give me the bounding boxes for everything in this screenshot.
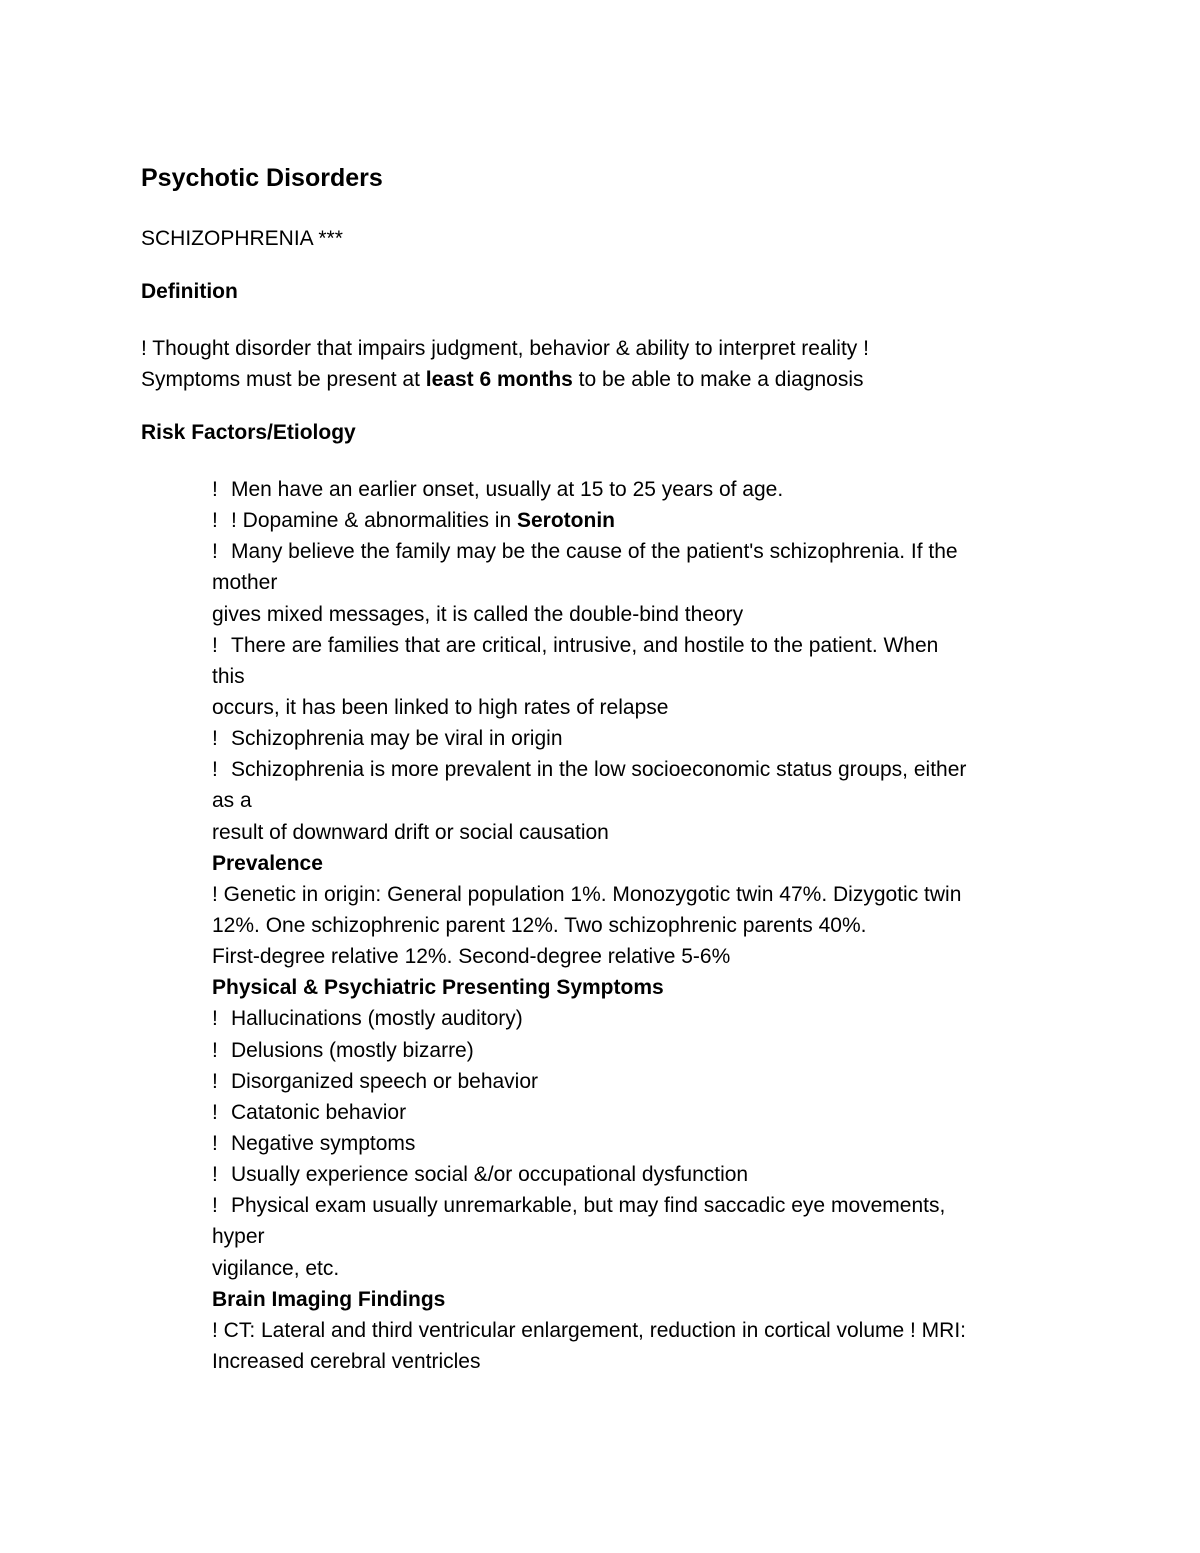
section-title: SCHIZOPHRENIA ***: [141, 227, 343, 250]
bullet-mark: !: [212, 727, 218, 751]
bullet-mark: !: [212, 540, 218, 564]
serotonin-emphasis: Serotonin: [516, 509, 615, 533]
list-item-continuation: as a: [212, 789, 252, 813]
list-item-text: Catatonic behavior: [231, 1100, 407, 1124]
list-item-text: Many believe the family may be the cause of the patient's schizophrenia. If the: [231, 540, 958, 564]
list-item-continuation: result of downward drift or social causation: [212, 820, 609, 844]
list-item-text: Usually experience social &/or occupational dysfunction: [231, 1163, 749, 1187]
bullet-mark: !: [212, 1163, 218, 1187]
symptoms-heading: Physical & Psychiatric Presenting Symptoms: [212, 976, 664, 1000]
list-item-text: Schizophrenia may be viral in origin: [231, 727, 563, 751]
risk-factors-heading: Risk Factors/Etiology: [141, 421, 356, 444]
definition-line-2-text: Symptoms must be present at: [141, 368, 426, 391]
list-item-text: There are families that are critical, intrusive, and hostile to the patient. When: [231, 633, 939, 657]
list-item-continuation: mother: [212, 571, 278, 595]
bullet-mark: !: [212, 1007, 218, 1031]
list-item: [212, 536, 1072, 567]
list-item: [212, 474, 1072, 505]
list-item-text: Physical exam usually unremarkable, but may find saccadic eye movements,: [231, 1194, 946, 1218]
prevalence-line: 12%. One schizophrenic parent 12%. Two schizophrenic parents 40%.: [212, 913, 867, 937]
list-item: [212, 1190, 1072, 1221]
prevalence-heading: Prevalence: [212, 851, 323, 875]
list-item-continuation: occurs, it has been linked to high rates of relapse: [212, 695, 669, 719]
imaging-line: Increased cerebral ventricles: [212, 1349, 481, 1373]
list-item: [212, 1035, 1072, 1066]
list-item-text: Hallucinations (mostly auditory): [231, 1007, 523, 1031]
page-title: Psychotic Disorders: [141, 164, 383, 192]
bullet-mark: !: [212, 1194, 218, 1218]
list-item: [212, 723, 1072, 754]
list-item-continuation: gives mixed messages, it is called the double-bind theory: [212, 602, 744, 626]
list-item: [212, 630, 1072, 661]
list-item: [212, 1003, 1072, 1034]
imaging-heading: Brain Imaging Findings: [212, 1287, 446, 1311]
bullet-mark: !: [212, 1069, 218, 1093]
bullet-mark: !: [212, 633, 218, 657]
list-item-continuation: hyper: [212, 1225, 265, 1249]
prevalence-line: ! Genetic in origin: General population 1%. Monozygotic twin 47%. Dizygotic twin: [212, 882, 962, 906]
bullet-mark: !: [212, 758, 218, 782]
list-item: [212, 1159, 1072, 1190]
content-list: [212, 474, 1072, 1377]
bullet-mark: !: [212, 1100, 218, 1124]
list-item-text: Schizophrenia is more prevalent in the low socioeconomic status groups, either: [231, 758, 967, 782]
list-item-text: Delusions (mostly bizarre): [231, 1038, 474, 1062]
bullet-mark: !: [212, 509, 218, 533]
definition-heading: Definition: [141, 280, 238, 303]
definition-text: [141, 333, 869, 395]
definition-line-2-text-end: to be able to make a diagnosis: [572, 368, 864, 391]
imaging-line: ! CT: Lateral and third ventricular enlargement, reduction in cortical volume ! MRI:: [212, 1318, 967, 1342]
definition-emphasis: least 6 months: [425, 368, 573, 391]
list-item-text: ! Dopamine & abnormalities in: [231, 509, 517, 533]
list-item: [212, 505, 1072, 536]
bullet-mark: !: [212, 1131, 218, 1155]
prevalence-line: First-degree relative 12%. Second-degree relative 5-6%: [212, 945, 731, 969]
list-item: [212, 1066, 1072, 1097]
list-item: [212, 1097, 1072, 1128]
list-item-continuation: this: [212, 664, 245, 688]
list-item: [212, 754, 1072, 785]
definition-line-1: ! Thought disorder that impairs judgment, behavior & ability to interpret reality !: [141, 337, 869, 360]
bullet-mark: !: [212, 478, 218, 501]
list-item: [212, 1128, 1072, 1159]
list-item-text: Negative symptoms: [231, 1131, 416, 1155]
list-item-text: Disorganized speech or behavior: [231, 1069, 539, 1093]
bullet-mark: !: [212, 1038, 218, 1062]
list-item-continuation: vigilance, etc.: [212, 1256, 340, 1280]
list-item-text: Men have an earlier onset, usually at 15 to 25 years of age.: [231, 478, 784, 501]
definition-line-2: [141, 364, 869, 395]
